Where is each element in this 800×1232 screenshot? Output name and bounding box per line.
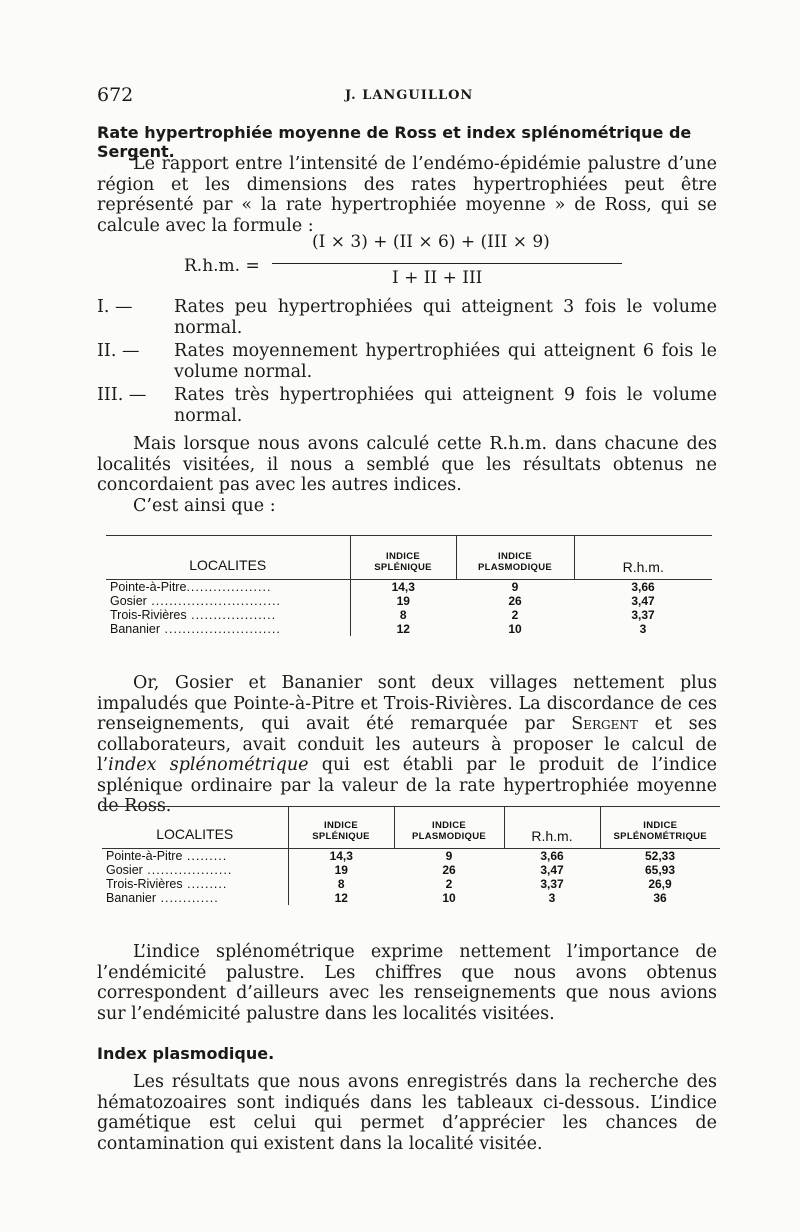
col-header-indice-splenometrique: INDICE SPLÉNOMÉTRIQUE — [600, 807, 720, 849]
definition-text: Rates peu hypertrophiées qui atteignent 3 fois le volume normal. — [174, 297, 717, 338]
cell-indice-splenique: 14,3 — [350, 580, 456, 595]
fraction-bar — [272, 263, 622, 264]
table-row — [106, 580, 712, 595]
cell-indice-plasmodique: 26 — [508, 594, 522, 608]
definition-number: II. — — [97, 341, 140, 361]
cell-indice-splenique: 8 — [288, 877, 394, 891]
cell-indice-splenometrique: 26,9 — [648, 877, 672, 891]
page-number: 672 — [97, 84, 134, 106]
formula-lhs: R.h.m. = — [184, 256, 260, 276]
cell-localite: Bananier ............. — [106, 891, 219, 905]
col-header-rhm: R.h.m. — [504, 807, 600, 849]
definition-item — [97, 341, 717, 382]
cell-rhm: 3,47 — [540, 863, 564, 877]
paragraph-cest-ainsi — [97, 496, 717, 517]
cell-indice-splenometrique: 36 — [653, 891, 667, 905]
col-header-indice-splenique: INDICE SPLÉNIQUE — [350, 536, 456, 580]
rhm-formula — [184, 232, 634, 292]
table-row — [102, 849, 720, 864]
section-heading-index-plasmodique: Index plasmodique. — [97, 1044, 275, 1063]
cell-localite: Pointe-à-Pitre ......... — [106, 849, 228, 863]
paragraph-text: Mais lorsque nous avons calculé cette R.h.m. dans chacune des localités visitées, il nous a semblé que les résultats obtenus ne concordaient pas avec les autres indices. — [97, 434, 717, 495]
definition-item — [97, 297, 717, 338]
cell-indice-splenique: 19 — [350, 594, 456, 608]
paragraph-splenometric-conclusion — [97, 942, 717, 1024]
cell-localite: Pointe-à-Pitre................... — [110, 580, 272, 594]
intro-text: Le rapport entre l’intensité de l’endémo-épidémie palustre d’une région et les dimensions des rates hypertrophiées peut être représenté par « la rate hypertrophiée moyenne » de Ross, qui se calcule avec la formule : — [97, 154, 717, 236]
table-index-splenometrique — [102, 806, 720, 905]
cell-indice-plasmodique: 10 — [442, 891, 456, 905]
cell-indice-splenometrique: 65,93 — [644, 863, 676, 877]
col-header-localites: LOCALITES — [102, 807, 288, 849]
cell-localite: Gosier ............................. — [110, 594, 282, 608]
emphasis-term: index splénométrique — [108, 755, 309, 775]
col-header-localites: LOCALITES — [106, 536, 350, 580]
cell-rhm: 3,47 — [631, 594, 655, 608]
paragraph-text: qui est établi par le produit de l’indice splénique ordinaire par la valeur de la rate hypertrophiée moyenne de Ross. — [97, 755, 717, 816]
spleen-class-definitions — [97, 297, 717, 429]
cell-rhm: 3 — [548, 891, 556, 905]
author-name: Sergent — [571, 714, 638, 734]
paragraph-text: L’indice splénométrique exprime nettement l’importance de l’endémicité palustre. Les chiffres que nous avons obtenus correspondent d’ailleurs avec les renseignements que nous avions sur l’endémicité palustre dans les localités visitées. — [97, 942, 717, 1024]
cell-indice-splenometrique: 52,33 — [644, 849, 676, 863]
page-header — [97, 84, 717, 106]
definition-text: Rates moyennement hypertrophiées qui atteignent 6 fois le volume normal. — [174, 341, 717, 382]
table-row — [102, 891, 720, 905]
cell-indice-plasmodique: 10 — [508, 622, 522, 636]
section-heading-ross: Rate hypertrophiée moyenne de Ross et index splénométrique de Sergent. — [97, 123, 692, 161]
definition-number: III. — — [97, 385, 147, 405]
cell-indice-splenique: 8 — [350, 608, 456, 622]
cell-rhm: 3,66 — [540, 849, 564, 863]
paragraph-text: Or, Gosier et Bananier sont deux villages nettement plus impaludés que Pointe-à-Pitre et Trois-Rivières. La discordance de ces renseignements, qui avait été remarquée par — [97, 673, 717, 734]
col-header-indice-splenique: INDICE SPLÉNIQUE — [288, 807, 394, 849]
paragraph-discrepancy — [97, 434, 717, 496]
cell-indice-plasmodique: 2 — [445, 877, 453, 891]
formula-numerator: (I × 3) + (II × 6) + (III × 9) — [312, 232, 550, 252]
definition-item — [97, 385, 717, 426]
col-header-indice-plasmodique: INDICE PLASMODIQUE — [394, 807, 504, 849]
cell-indice-plasmodique: 26 — [442, 863, 456, 877]
paragraph-text: Les résultats que nous avons enregistrés dans la recherche des hématozoaires sont indiqués dans les tableaux ci-dessous. L’indice gamétique est celui qui permet d’apprécier les chances de contamination qui existent dans la localité visitée. — [97, 1072, 717, 1154]
paragraph-text: et ses collaborateurs, avait conduit les auteurs à proposer le calcul de l’ — [97, 714, 717, 775]
cell-indice-splenique: 12 — [350, 622, 456, 636]
cell-localite: Bananier .......................... — [110, 622, 281, 636]
definition-number: I. — — [97, 297, 133, 317]
intro-paragraph — [97, 154, 717, 236]
col-header-rhm: R.h.m. — [574, 536, 712, 580]
cell-indice-splenique: 12 — [288, 891, 394, 905]
cell-localite: Trois-Rivières ......... — [106, 877, 228, 891]
cell-indice-splenique: 14,3 — [288, 849, 394, 864]
cell-indice-plasmodique: 9 — [445, 849, 453, 863]
paragraph-sergent — [97, 673, 717, 817]
cell-rhm: 3 — [639, 622, 647, 636]
cell-indice-plasmodique: 2 — [511, 608, 519, 622]
formula-denominator: I + II + III — [392, 268, 483, 288]
table-rhm — [106, 535, 712, 636]
running-head: J. LANGUILLON — [345, 88, 474, 103]
cell-indice-splenique: 19 — [288, 863, 394, 877]
cell-indice-plasmodique: 9 — [511, 580, 519, 594]
table-row — [102, 877, 720, 891]
paragraph-text: C’est ainsi que : — [133, 496, 276, 516]
definition-text: Rates très hypertrophiées qui atteignent 9 fois le volume normal. — [174, 385, 717, 426]
col-header-indice-plasmodique: INDICE PLASMODIQUE — [456, 536, 574, 580]
cell-localite: Gosier ................... — [106, 863, 233, 877]
table-row — [106, 622, 712, 636]
table-row — [106, 594, 712, 608]
table-row — [106, 608, 712, 622]
paragraph-plasmodique — [97, 1072, 717, 1154]
cell-rhm: 3,37 — [540, 877, 564, 891]
table-row — [102, 863, 720, 877]
cell-localite: Trois-Rivières ................... — [110, 608, 277, 622]
cell-rhm: 3,66 — [631, 580, 655, 594]
cell-rhm: 3,37 — [631, 608, 655, 622]
